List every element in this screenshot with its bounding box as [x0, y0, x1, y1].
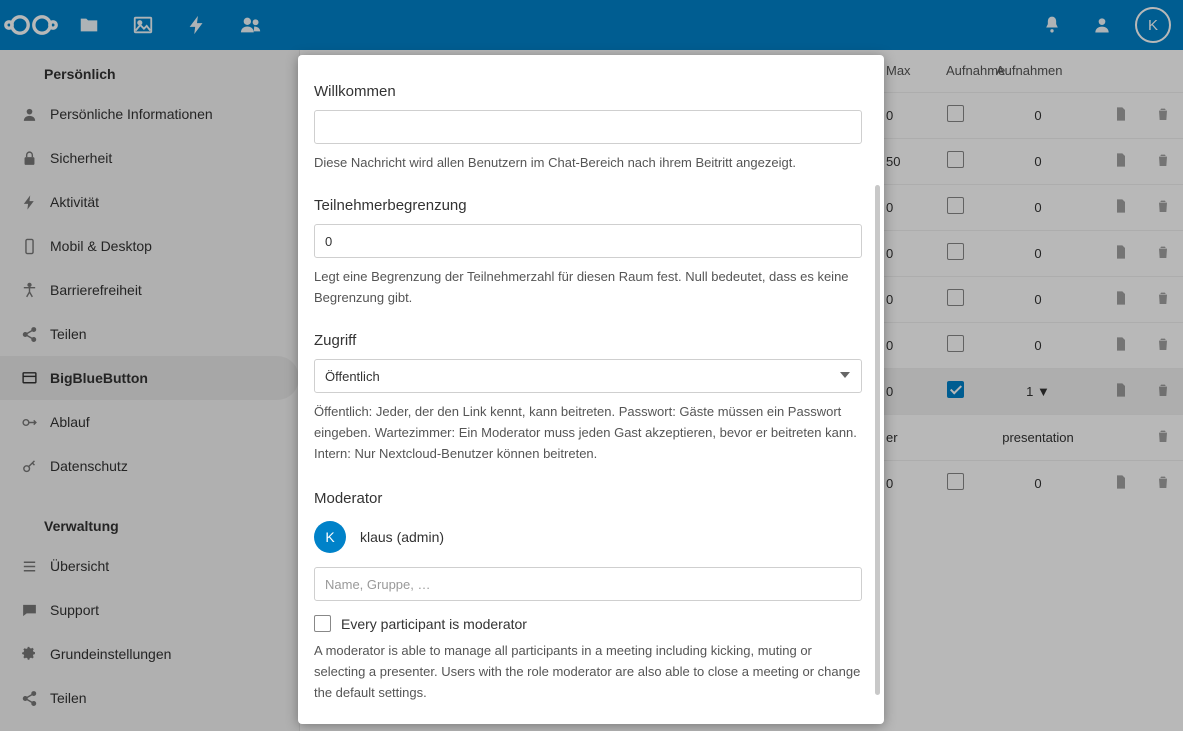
cell-max: 0: [880, 184, 932, 230]
cell-max: er: [880, 414, 932, 460]
sidebar-item-label: Mobil & Desktop: [50, 238, 152, 254]
participant-limit-input[interactable]: [314, 224, 862, 258]
sidebar-heading-personal: Persönlich: [44, 66, 116, 82]
sidebar-item-label: Teilen: [50, 690, 87, 706]
sidebar-item-label: BigBlueButton: [50, 370, 148, 386]
table-col-max: Max: [886, 63, 911, 79]
welcome-hint: Diese Nachricht wird allen Benutzern im Chat-Bereich nach ihrem Beitritt angezeigt.: [314, 155, 796, 170]
table-col-recordings: Aufnahmen: [996, 63, 1063, 79]
sidebar-item-label: Ablauf: [50, 414, 90, 430]
sidebar-item-label: Barrierefreiheit: [50, 282, 142, 298]
cell-recordings: 0: [978, 184, 1098, 230]
access-select[interactable]: [314, 359, 862, 393]
moderator-label: Moderator: [314, 490, 383, 507]
cell-max: 0: [880, 460, 932, 506]
every-participant-moderator-label: Every participant is moderator: [341, 615, 527, 632]
cell-max: 0: [880, 368, 932, 414]
moderator-entry: [314, 521, 868, 553]
sidebar-item-label: Grundeinstellungen: [50, 646, 172, 662]
cell-recordings: 0: [978, 138, 1098, 184]
access-select-value: Öffentlich: [325, 368, 380, 384]
limit-hint: Legt eine Begrenzung der Teilnehmerzahl für diesen Raum fest. Null bedeutet, dass es keine Begrenzung gibt.: [314, 269, 849, 305]
avatar[interactable]: K: [1135, 7, 1171, 43]
cell-recordings: presentation: [978, 414, 1098, 460]
cell-recordings: 0: [978, 322, 1098, 368]
cell-max: 0: [880, 322, 932, 368]
access-label: Zugriff: [314, 332, 357, 349]
cell-max: 0: [880, 230, 932, 276]
table-col-recording: Aufnahme: [946, 63, 1006, 79]
moderator-avatar: K: [314, 521, 346, 553]
cell-recordings[interactable]: 1 ▼: [978, 368, 1098, 414]
sidebar-item-label: Datenschutz: [50, 458, 128, 474]
access-hint: Öffentlich: Jeder, der den Link kennt, kann beitreten. Passwort: Gäste müssen ein Passwort eingeben. Wartezimmer: Ein Moderator muss jeden Gast akzeptieren, bevor er beitreten kann. Intern: Nur Nextcloud-Benutzer können beitreten.: [314, 404, 857, 461]
sidebar-item-label: Übersicht: [50, 558, 110, 574]
moderator-name: klaus (admin): [360, 529, 445, 545]
cell-max: 50: [880, 138, 932, 184]
welcome-label: Willkommen: [314, 83, 396, 100]
limit-label: Teilnehmerbegrenzung: [314, 197, 467, 214]
sidebar-item-label: Sicherheit: [50, 150, 113, 166]
sidebar-heading-admin: Verwaltung: [44, 518, 119, 534]
modal-content: [298, 55, 884, 724]
cell-max: 0: [880, 92, 932, 138]
moderator-search-input[interactable]: [314, 567, 862, 601]
cell-max: 0: [880, 276, 932, 322]
every-participant-moderator-checkbox[interactable]: [314, 615, 331, 632]
cell-recordings: 0: [978, 92, 1098, 138]
modal-scrollbar[interactable]: [875, 185, 880, 695]
sidebar-item-label: Support: [50, 602, 100, 618]
sidebar-item-label: Teilen: [50, 326, 87, 342]
access-select-wrap: [314, 359, 862, 393]
sidebar-item-label: Aktivität: [50, 194, 100, 210]
every-participant-moderator-row[interactable]: [314, 615, 868, 632]
sidebar-item-label: Persönliche Informationen: [50, 106, 213, 122]
welcome-input[interactable]: [314, 110, 862, 144]
cell-recordings: 0: [978, 460, 1098, 506]
cell-recordings: 0: [978, 230, 1098, 276]
moderator-hint: A moderator is able to manage all participants in a meeting including kicking, muting or selecting a presenter. Users with the role moderator are also able to close a meeting or change the default settings.: [314, 643, 861, 700]
room-settings-modal: [298, 55, 884, 724]
cell-recordings: 0: [978, 276, 1098, 322]
